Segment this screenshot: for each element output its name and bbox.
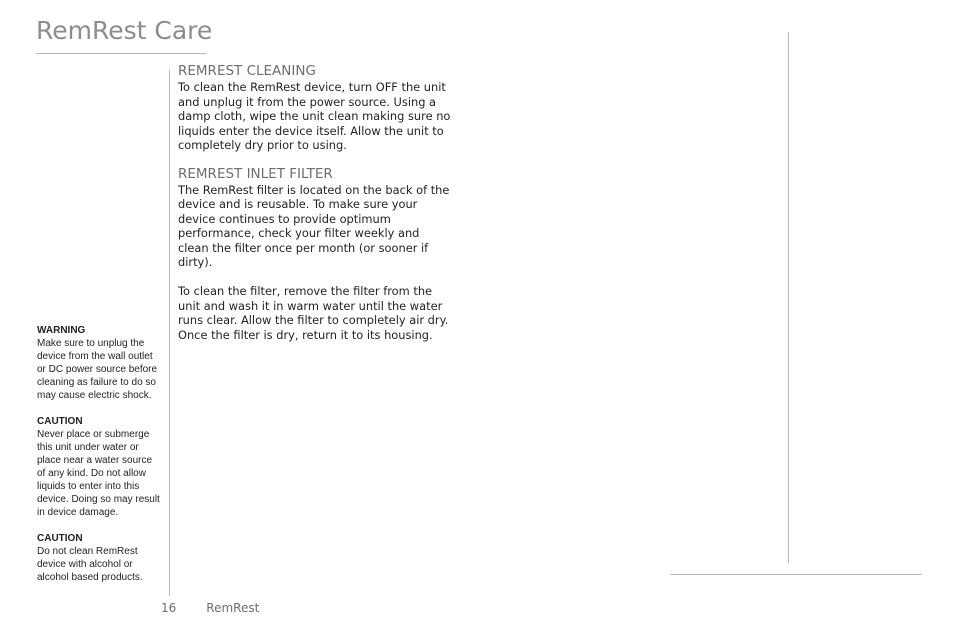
notice-text: Never place or submerge this unit under water or place near a water source of any kind. Do not allow liquids to enter into this device. Doing so may result in device damage. (37, 429, 160, 518)
section-heading: REMREST INLET FILTER (178, 165, 333, 182)
notice-heading: WARNING (37, 325, 86, 336)
column-divider (169, 70, 170, 596)
notice-heading: CAUTION (37, 533, 83, 544)
title-rule (36, 53, 207, 54)
caution-notice-water (37, 415, 163, 519)
right-bottom-rule (670, 574, 922, 575)
section-remrest-cleaning (178, 63, 453, 153)
right-column-divider (788, 32, 789, 563)
page-number: 16 (161, 601, 177, 615)
section-paragraph: The RemRest filter is located on the back of the device and is reusable. To make sure your device continues to provide optimum performance, check your filter weekly and clean the filter once per month (or sooner if dirty). (178, 182, 450, 269)
caution-notice-alcohol (37, 532, 163, 584)
notice-text: Make sure to unplug the device from the wall outlet or DC power source before cleaning as failure to do so may cause electric shock. (37, 338, 158, 401)
page-title: RemRest Care (36, 16, 213, 45)
notice-text: Do not clean RemRest device with alcohol or alcohol based products. (37, 546, 143, 583)
section-heading: REMREST CLEANING (178, 63, 316, 79)
notice-heading: CAUTION (37, 416, 83, 427)
footer-brand: RemRest (206, 601, 260, 615)
page-footer (161, 601, 259, 615)
section-remrest-inlet-filter (178, 166, 453, 343)
section-paragraph: To clean the filter, remove the filter from the unit and wash it in warm water until the water runs clear. Allow the filter to completely air dry. Once the filter is dry, return it to its housing. (178, 284, 449, 342)
warning-notice (37, 324, 163, 402)
safety-sidebar (37, 324, 163, 597)
main-content (178, 63, 453, 342)
section-paragraph: To clean the RemRest device, turn OFF the unit and unplug it from the power source. Using a damp cloth, wipe the unit clean making sure no liquids enter the device itself. Allow the unit to completely dry prior to using. (178, 80, 451, 152)
